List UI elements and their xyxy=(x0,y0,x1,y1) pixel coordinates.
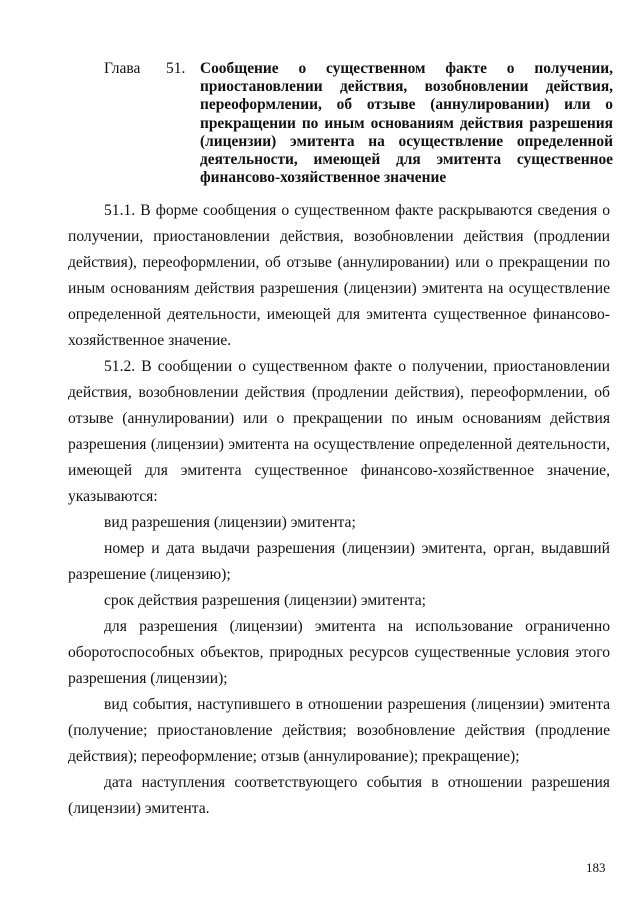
chapter-body xyxy=(68,198,610,822)
list-item-event-date: дата наступления соответствующего события в отношении разрешения (лицензии) эмитента. xyxy=(68,774,610,817)
list-item-license-term: срок действия разрешения (лицензии) эмитента; xyxy=(104,592,426,609)
paragraph-51-1: 51.1. В форме сообщения о существенном факте раскрываются сведения о получении, приостановлении действия, возобновлении действия (продлении действия), переоформлении, об отзыве (аннулировании) или о прекращении по иным основаниям действия разрешения (лицензии) эмитента на осуществление определенной деятельности, имеющей для эмитента существенное финансово-хозяйственное значение. xyxy=(68,202,610,349)
list-item-license-type: вид разрешения (лицензии) эмитента; xyxy=(104,514,356,531)
paragraph-51-2: 51.2. В сообщении о существенном факте о получении, приостановлении действия, возобновлении действия (продлении действия), переоформлении, об отзыве (аннулировании) или о прекращении по иным основаниям действия разрешения (лицензии) эмитента на осуществление определенной деятельности, имеющей для эмитента существенное финансово-хозяйственное значение, указываются: xyxy=(68,358,610,505)
chapter-label: Глава xyxy=(104,60,141,77)
list-item-license-number-date: номер и дата выдачи разрешения (лицензии) эмитента, орган, выдавший разрешение (лицензию); xyxy=(68,540,610,583)
chapter-number: 51. xyxy=(166,60,186,77)
list-item-license-conditions: для разрешения (лицензии) эмитента на использование ограниченно оборотоспособных объектов, природных ресурсов существенные условия этого разрешения (лицензии); xyxy=(68,618,610,687)
chapter-title: Сообщение о существенном факте о получении, приостановлении действия, возобновлении действия, переоформлении, об отзыве (аннулировании) или о прекращении по иным основаниям действия разрешения (лицензии) эмитента на осуществление определенной деятельности, имеющей для эмитента существенное финансово-хозяйственное значение xyxy=(200,60,613,187)
list-item-event-type: вид события, наступившего в отношении разрешения (лицензии) эмитента (получение; приостановление действия; возобновление действия (продление действия); переоформление; отзыв (аннулирование); прекращение); xyxy=(68,696,610,765)
page-number: 183 xyxy=(586,860,606,875)
